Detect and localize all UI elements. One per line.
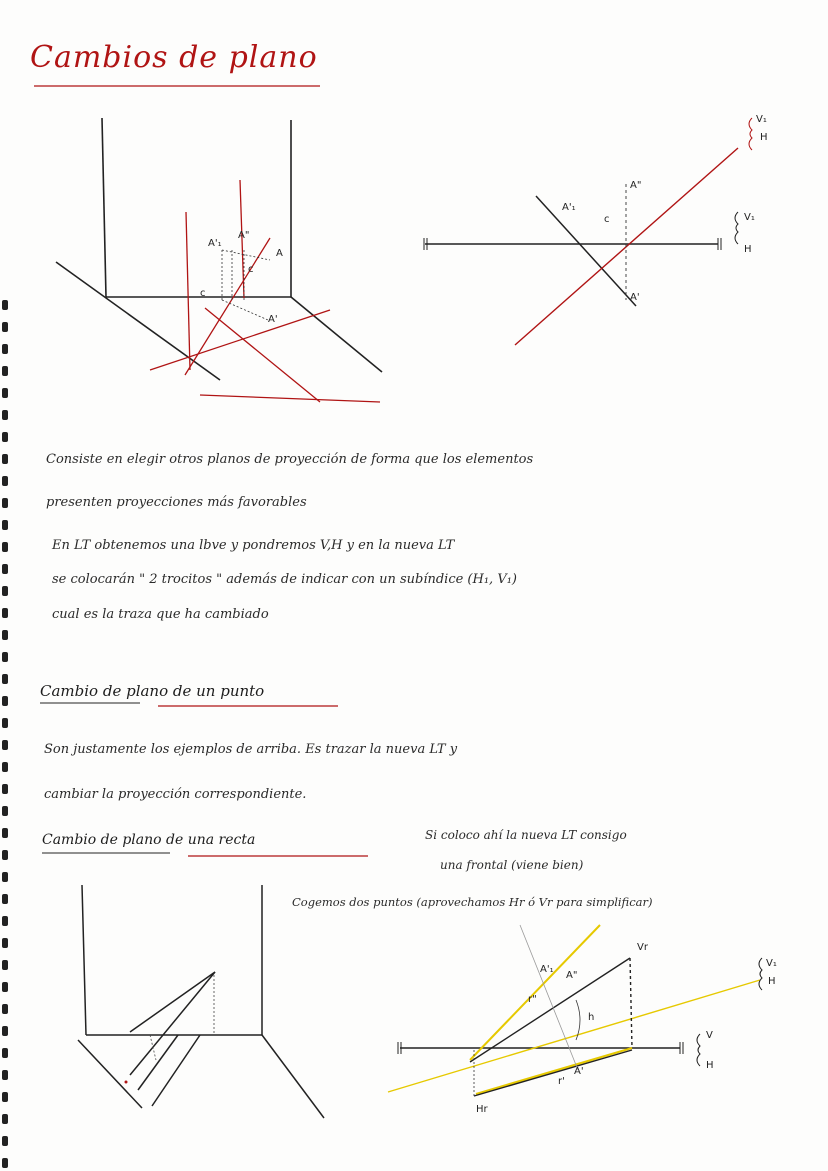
fig4-label: r'	[558, 1076, 565, 1087]
fig1-label: A"	[238, 230, 250, 241]
paragraph-line: En LT obtenemos una lbve y pondremos V,H y en la nueva LT	[52, 538, 455, 553]
fig4-label: V	[706, 1030, 713, 1041]
fig1-label: c	[200, 288, 206, 299]
fig2-label: V₁	[744, 212, 755, 223]
paragraph-line: cual es la traza que ha cambiado	[52, 607, 269, 622]
section-heading: Cambio de plano de una recta	[42, 832, 256, 848]
paragraph-line: se colocarán " 2 trocitos " además de indicar con un subíndice (H₁, V₁)	[52, 572, 517, 587]
paragraph-line: Consiste en elegir otros planos de proyección de forma que los elementos	[46, 452, 534, 467]
fig4-label: h	[588, 1012, 595, 1023]
section-line: cambiar la proyección correspondiente.	[44, 787, 307, 802]
fig4-label: A"	[566, 970, 578, 981]
paragraph-line: presenten proyecciones más favorables	[46, 495, 307, 510]
section-heading: Cambio de plano de un punto	[40, 682, 265, 700]
fig2-label: H	[760, 132, 768, 143]
note-line: Si coloco ahí la nueva LT consigo	[425, 828, 627, 842]
fig1-label: A	[276, 248, 283, 259]
fig4-label: Hr	[476, 1104, 488, 1115]
fig2-label: A'₁	[562, 202, 576, 213]
note-line: Cogemos dos puntos (aprovechamos Hr ó Vr para simplificar)	[292, 895, 653, 909]
fig1-label: A'	[268, 314, 278, 325]
fig2-label: A"	[630, 180, 642, 191]
fig4-label: r"	[528, 994, 537, 1005]
fig4-label: Vr	[637, 942, 648, 953]
fig2-label: c	[604, 214, 610, 225]
fig1-label: c	[248, 264, 254, 275]
fig2-label: A'	[630, 292, 640, 303]
note-line: una frontal (viene bien)	[440, 858, 584, 872]
fig1-label: A'₁	[208, 238, 222, 249]
fig4-label: A'	[574, 1066, 584, 1077]
fig4-label: A'₁	[540, 964, 554, 975]
fig4-label: H	[768, 976, 776, 987]
fig4-label: H	[706, 1060, 714, 1071]
section-line: Son justamente los ejemplos de arriba. Es trazar la nueva LT y	[44, 742, 458, 757]
fig4-label: V₁	[766, 958, 777, 969]
fig2-label: H	[744, 244, 752, 255]
page-title: Cambios de plano	[30, 40, 318, 75]
fig2-label: V₁	[756, 114, 767, 125]
